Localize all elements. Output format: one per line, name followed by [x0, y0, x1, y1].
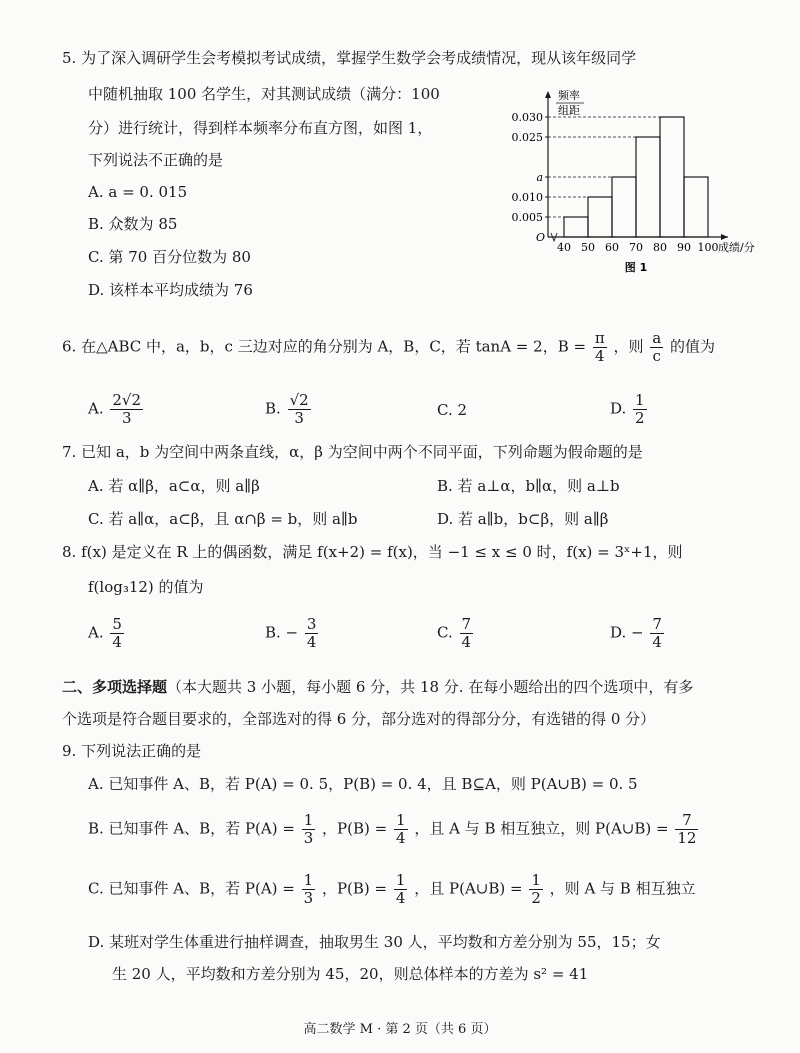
fraction-pi-over-4: [593, 330, 607, 365]
histogram-bar: [636, 137, 660, 237]
text: ，且 P(A∪B) =: [414, 879, 523, 898]
q5-stem-line1: 5. 为了深入调研学生会考模拟考试成绩，掌握学生数学会考成绩情况，现从该年级同学: [62, 49, 637, 67]
fraction: [110, 392, 143, 427]
frac-num: π: [594, 329, 605, 347]
q9-option-a: A. 已知事件 A、B，若 P(A) = 0. 5，P(B) = 0. 4，且 B⊆A，则 P(A∪B) = 0. 5: [88, 775, 638, 793]
q5-option-d: D. 该样本平均成绩为 76: [88, 281, 253, 299]
q9-option-d-line1: D. 某班对学生体重进行抽样调查，抽取男生 30 人，平均数和方差分别为 55，15；女: [88, 933, 661, 951]
q6-stem-mid: ，则: [613, 337, 644, 356]
figure-caption: 图 1: [624, 261, 648, 274]
q8-option-b: [265, 616, 320, 651]
frac-den: 4: [595, 347, 605, 365]
option-label: D.: [610, 399, 627, 418]
option-label: C.: [437, 623, 453, 642]
histogram-figure-1: [510, 82, 755, 274]
q6-option-b: [265, 392, 313, 427]
q5-option-b: B. 众数为 85: [88, 215, 178, 233]
x-tick-label: 60: [605, 241, 619, 254]
q6-stem-post: 的值为: [670, 337, 716, 356]
frac-den: 3: [121, 409, 132, 427]
histogram-bar: [564, 217, 588, 237]
q8-option-a: [88, 616, 126, 651]
frac-num: 7: [675, 812, 698, 830]
frac-den: 4: [112, 633, 122, 651]
text: ，P(B) =: [322, 819, 388, 838]
q6-option-d: [610, 392, 649, 427]
frac-num: 2√2: [112, 391, 142, 409]
frac-den: 4: [395, 829, 406, 847]
frac-num: 7: [461, 615, 472, 633]
q9-option-c: [88, 872, 696, 907]
q9-option-b: [88, 812, 700, 847]
fraction: [302, 872, 316, 907]
frac-den: 3: [294, 409, 304, 427]
x-tick-label: 70: [629, 241, 643, 254]
frac-den: 2: [635, 409, 645, 427]
y-tick-label: 0.025: [511, 131, 543, 144]
frac-num: 7: [652, 615, 662, 633]
origin-label: O: [536, 231, 546, 244]
q7-stem: 7. 已知 a，b 为空间中两条直线，α，β 为空间中两个不同平面，下列命题为假命题的是: [62, 443, 643, 461]
q9-stem: 9. 下列说法正确的是: [62, 742, 202, 760]
q5-stem-line3: 分）进行统计，得到样本频率分布直方图，如图 1，: [88, 119, 433, 137]
q5-option-a: A. a = 0. 015: [88, 183, 188, 201]
x-axis-label: 成绩/分: [718, 241, 755, 254]
option-label: A.: [88, 623, 104, 642]
section2-desc2: 个选项是符合题目要求的，全部选对的得 6 分，部分选对的得部分分，有选错的得 0 分）: [62, 710, 656, 728]
option-label: B. −: [265, 623, 299, 642]
frac-num: 3: [306, 615, 317, 633]
q7-option-c: C. 若 a∥α，a⊂β，且 α∩β = b，则 a∥b: [88, 510, 358, 528]
frac-den: 3: [303, 889, 314, 907]
fraction: [305, 616, 319, 651]
q6-stem-pre: 6. 在△ABC 中，a，b，c 三边对应的角分别为 A，B，C，若 tanA = 2，B =: [62, 337, 587, 356]
y-label-top: 频率: [558, 89, 580, 102]
fraction: [529, 872, 543, 907]
q8-option-d: [610, 616, 666, 651]
frac-num: 5: [112, 615, 122, 633]
frac-num: 1: [395, 811, 406, 829]
option-label: D. −: [610, 623, 644, 642]
q5-stem-line2: 中随机抽取 100 名学生，对其测试成绩（满分：100: [88, 85, 440, 103]
histogram-bar: [660, 117, 684, 237]
fraction: [633, 392, 647, 427]
y-label-bottom: 组距: [558, 104, 580, 117]
frac-den: 3: [303, 829, 314, 847]
frac-den: 2: [531, 889, 541, 907]
q5-option-c: C. 第 70 百分位数为 80: [88, 248, 251, 266]
fraction: [110, 616, 124, 651]
x-tick-label: 50: [581, 241, 595, 254]
frac-num: 1: [395, 871, 406, 889]
frac-den: 4: [461, 633, 472, 651]
text: ，P(B) =: [321, 879, 388, 898]
fraction: [302, 812, 316, 847]
q9-option-d-line2: 生 20 人，平均数和方差分别为 45，20，则总体样本的方差为 s² = 41: [112, 965, 589, 983]
section2-heading: 二、多项选择题: [62, 678, 168, 696]
q8-option-c: [437, 616, 475, 651]
y-tick-label: 0.010: [511, 191, 543, 204]
q6-option-c: C. 2: [437, 401, 468, 419]
frac-den: 4: [306, 633, 317, 651]
text: C. 已知事件 A、B，若 P(A) =: [88, 879, 295, 898]
x-tick-label: 90: [677, 241, 691, 254]
x-tick-label: 40: [557, 241, 571, 254]
q5-stem-line4: 下列说法不正确的是: [88, 151, 224, 169]
frac-den: 4: [395, 889, 406, 907]
x-axis-arrow: [721, 234, 728, 240]
section2-intro-line1: [62, 677, 693, 697]
frac-den: 12: [677, 829, 697, 847]
fraction: [675, 812, 698, 847]
q8-stem-line2: f(log₃12) 的值为: [88, 578, 204, 596]
x-tick-label: 100: [697, 241, 719, 254]
y-tick-label: a: [536, 171, 543, 184]
text: ，则 A 与 B 相互独立: [549, 879, 696, 898]
page-footer: 高二数学 M · 第 2 页（共 6 页）: [303, 1022, 497, 1037]
option-label: B.: [265, 399, 281, 418]
q7-option-d: D. 若 a∥b，b⊂β，则 a∥β: [437, 510, 609, 528]
fraction: [288, 392, 311, 427]
x-tick-label: 80: [653, 241, 667, 254]
q6-option-a: [88, 392, 145, 427]
fraction-a-over-c: [650, 330, 663, 365]
frac-num: √2: [289, 391, 309, 409]
option-label: A.: [88, 399, 104, 418]
y-axis-arrow: [545, 91, 551, 98]
text: B. 已知事件 A、B，若 P(A) =: [88, 819, 295, 838]
frac-num: a: [652, 329, 662, 347]
fraction: [394, 812, 408, 847]
q7-option-a: A. 若 α∥β，a⊂α，则 a∥β: [88, 477, 260, 495]
frac-den: c: [652, 347, 661, 365]
y-tick-label: 0.030: [511, 111, 543, 124]
histogram-bar: [684, 177, 708, 237]
fraction: [460, 616, 474, 651]
q8-stem-line1: 8. f(x) 是定义在 R 上的偶函数，满足 f(x+2) = f(x)，当 −1 ≤ x ≤ 0 时，f(x) = 3ˣ+1，则: [62, 543, 683, 561]
fraction: [394, 872, 408, 907]
frac-num: 1: [635, 391, 645, 409]
frac-den: 4: [652, 633, 662, 651]
histogram-bar: [588, 197, 612, 237]
section2-desc1: （本大题共 3 小题，每小题 6 分，共 18 分. 在每小题给出的四个选项中，有多: [167, 678, 694, 696]
frac-num: 1: [303, 871, 314, 889]
fraction: [650, 616, 664, 651]
text: ，且 A 与 B 相互独立，则 P(A∪B) =: [414, 819, 669, 838]
q7-option-b: B. 若 a⊥α，b∥α，则 a⊥b: [437, 477, 620, 495]
frac-num: 1: [531, 871, 541, 889]
q6-stem: [62, 330, 715, 365]
histogram-bar: [612, 177, 636, 237]
frac-num: 1: [303, 811, 314, 829]
y-tick-label: 0.005: [511, 211, 543, 224]
